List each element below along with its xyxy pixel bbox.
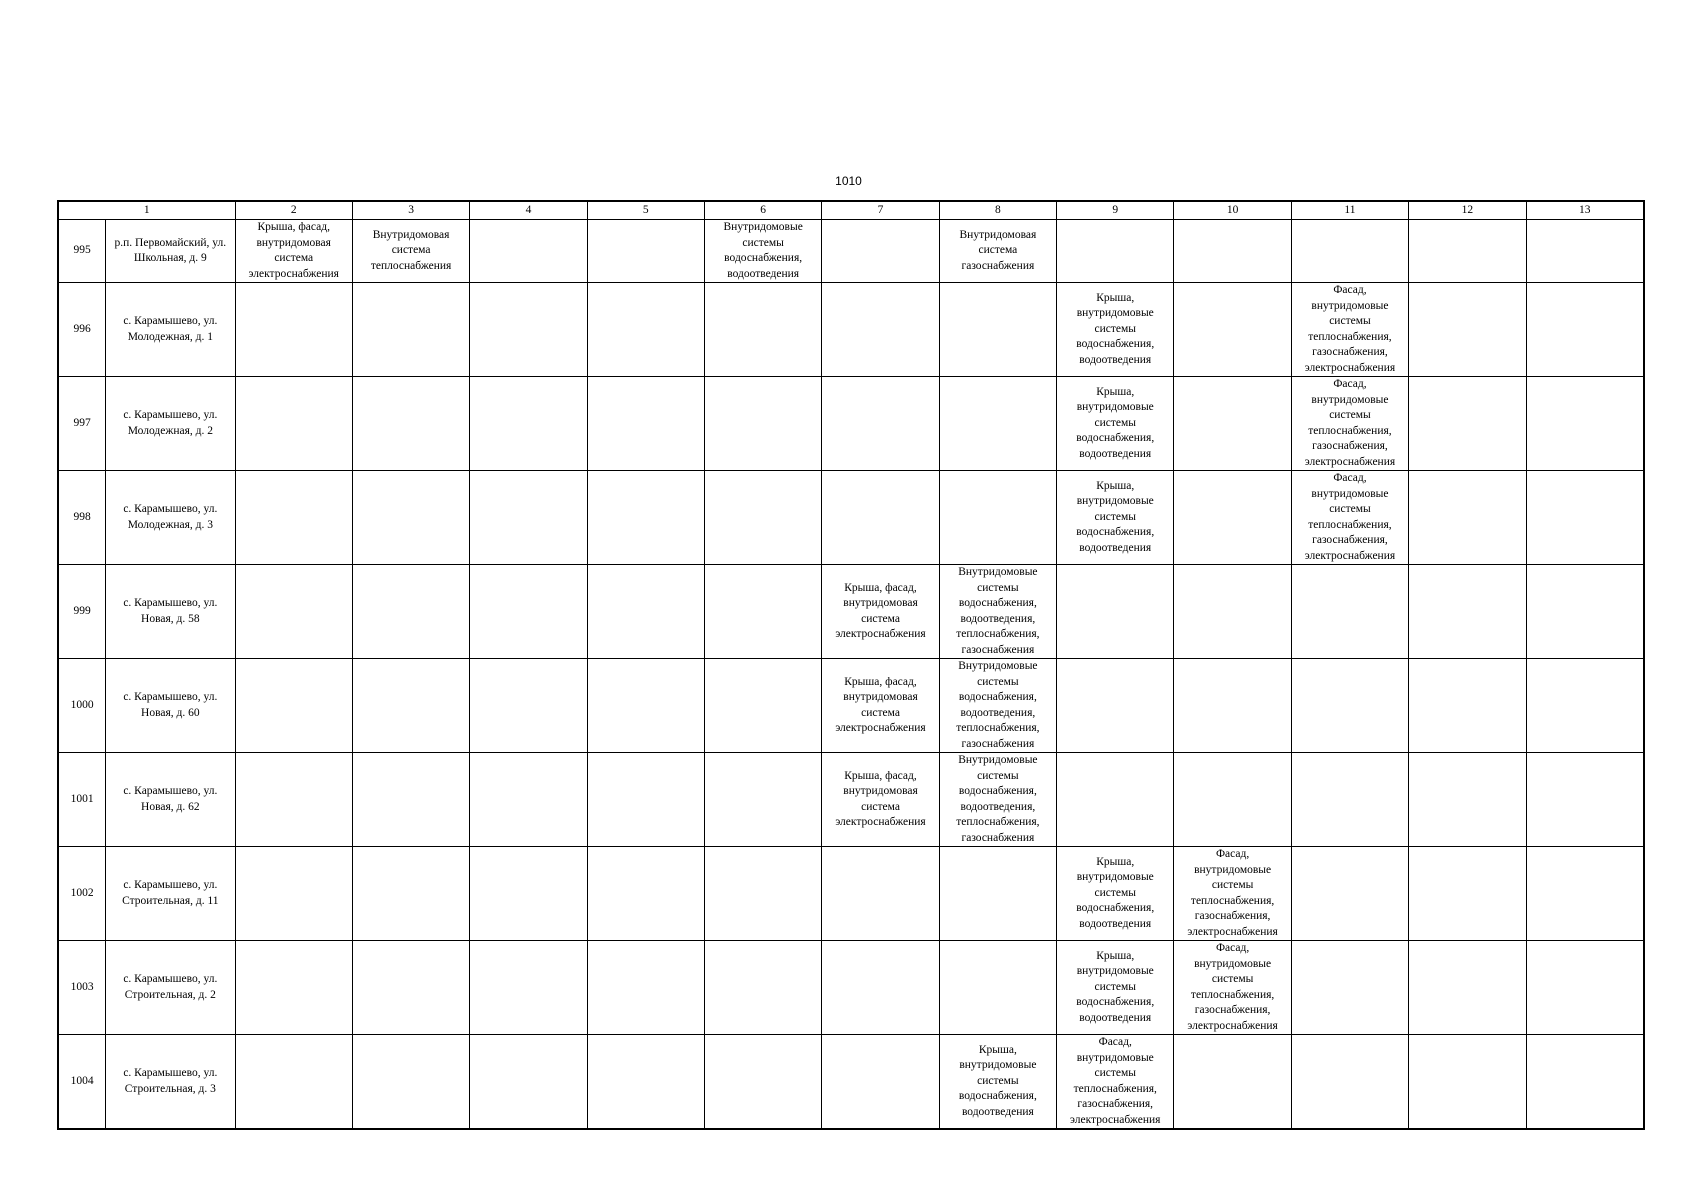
work-cell-col-8: [939, 941, 1056, 1035]
work-cell-col-11: Фасад, внутридомовые системы теплоснабжения, газоснабжения, электроснабжения: [1291, 283, 1408, 377]
work-cell-col-13: [1526, 941, 1644, 1035]
work-cell-col-2: Крыша, фасад, внутридомовая система электроснабжения: [235, 220, 352, 283]
header-row: [59, 202, 1644, 220]
work-cell-col-10: [1174, 753, 1291, 847]
work-cell-col-4: [470, 941, 587, 1035]
work-cell-col-8: [939, 471, 1056, 565]
work-cell-col-13: [1526, 753, 1644, 847]
work-cell-col-5: [587, 283, 704, 377]
table-header: [59, 202, 1644, 220]
column-header-8: 8: [939, 202, 1056, 220]
work-cell-col-6: Внутридомовые системы водоснабжения, водоотведения: [704, 220, 821, 283]
work-cell-col-4: [470, 471, 587, 565]
column-header-9: 9: [1057, 202, 1174, 220]
table-row: [59, 847, 1644, 941]
address-cell: с. Карамышево, ул. Новая, д. 62: [106, 753, 235, 847]
work-cell-col-8: Крыша, внутридомовые системы водоснабжения, водоотведения: [939, 1035, 1056, 1129]
table-body: [59, 220, 1644, 1129]
address-cell: р.п. Первомайский, ул. Школьная, д. 9: [106, 220, 235, 283]
work-cell-col-11: [1291, 565, 1408, 659]
table-row: [59, 659, 1644, 753]
work-cell-col-8: [939, 283, 1056, 377]
work-cell-col-10: [1174, 283, 1291, 377]
work-cell-col-3: [352, 377, 469, 471]
work-cell-col-7: [822, 377, 939, 471]
work-cell-col-12: [1409, 1035, 1526, 1129]
row-number: 1004: [59, 1035, 106, 1129]
row-number: 997: [59, 377, 106, 471]
row-number: 995: [59, 220, 106, 283]
work-cell-col-5: [587, 220, 704, 283]
work-cell-col-4: [470, 220, 587, 283]
work-cell-col-3: Внутридомовая система теплоснабжения: [352, 220, 469, 283]
work-cell-col-13: [1526, 377, 1644, 471]
work-cell-col-3: [352, 941, 469, 1035]
work-cell-col-8: [939, 377, 1056, 471]
address-cell: с. Карамышево, ул. Новая, д. 58: [106, 565, 235, 659]
table-row: [59, 1035, 1644, 1129]
work-cell-col-6: [704, 941, 821, 1035]
work-cell-col-12: [1409, 659, 1526, 753]
column-header-2: 2: [235, 202, 352, 220]
work-cell-col-8: Внутридомовая система газоснабжения: [939, 220, 1056, 283]
work-cell-col-12: [1409, 471, 1526, 565]
work-cell-col-13: [1526, 283, 1644, 377]
work-cell-col-9: Фасад, внутридомовые системы теплоснабжения, газоснабжения, электроснабжения: [1057, 1035, 1174, 1129]
table-row: [59, 565, 1644, 659]
table-row: [59, 283, 1644, 377]
work-cell-col-9: [1057, 565, 1174, 659]
work-cell-col-11: [1291, 847, 1408, 941]
work-cell-col-5: [587, 847, 704, 941]
work-cell-col-2: [235, 847, 352, 941]
column-header-7: 7: [822, 202, 939, 220]
work-cell-col-11: [1291, 659, 1408, 753]
table-row: [59, 941, 1644, 1035]
work-cell-col-8: Внутридомовые системы водоснабжения, водоотведения, теплоснабжения, газоснабжения: [939, 659, 1056, 753]
work-cell-col-3: [352, 753, 469, 847]
column-header-11: 11: [1291, 202, 1408, 220]
work-cell-col-6: [704, 565, 821, 659]
work-cell-col-12: [1409, 377, 1526, 471]
work-cell-col-11: [1291, 753, 1408, 847]
work-cell-col-7: Крыша, фасад, внутридомовая система электроснабжения: [822, 753, 939, 847]
work-cell-col-6: [704, 659, 821, 753]
work-cell-col-2: [235, 283, 352, 377]
work-cell-col-10: [1174, 659, 1291, 753]
page-number: 1010: [835, 174, 862, 188]
work-cell-col-10: Фасад, внутридомовые системы теплоснабжения, газоснабжения, электроснабжения: [1174, 941, 1291, 1035]
work-cell-col-12: [1409, 283, 1526, 377]
work-cell-col-7: [822, 283, 939, 377]
work-cell-col-3: [352, 471, 469, 565]
work-cell-col-5: [587, 377, 704, 471]
table-row: [59, 753, 1644, 847]
work-cell-col-3: [352, 565, 469, 659]
work-cell-col-7: Крыша, фасад, внутридомовая система электроснабжения: [822, 565, 939, 659]
work-cell-col-8: Внутридомовые системы водоснабжения, водоотведения, теплоснабжения, газоснабжения: [939, 565, 1056, 659]
work-cell-col-10: [1174, 220, 1291, 283]
work-cell-col-11: Фасад, внутридомовые системы теплоснабжения, газоснабжения, электроснабжения: [1291, 471, 1408, 565]
work-cell-col-2: [235, 1035, 352, 1129]
work-cell-col-13: [1526, 659, 1644, 753]
work-cell-col-11: [1291, 1035, 1408, 1129]
work-cell-col-12: [1409, 753, 1526, 847]
work-cell-col-13: [1526, 565, 1644, 659]
row-number: 998: [59, 471, 106, 565]
work-cell-col-9: [1057, 753, 1174, 847]
work-cell-col-8: [939, 847, 1056, 941]
work-cell-col-11: [1291, 941, 1408, 1035]
column-header-12: 12: [1409, 202, 1526, 220]
work-cell-col-9: Крыша, внутридомовые системы водоснабжения, водоотведения: [1057, 847, 1174, 941]
work-cell-col-2: [235, 377, 352, 471]
work-cell-col-10: [1174, 471, 1291, 565]
column-header-5: 5: [587, 202, 704, 220]
work-cell-col-5: [587, 565, 704, 659]
work-cell-col-7: [822, 847, 939, 941]
work-cell-col-13: [1526, 1035, 1644, 1129]
work-cell-col-3: [352, 847, 469, 941]
work-cell-col-12: [1409, 847, 1526, 941]
address-cell: с. Карамышево, ул. Молодежная, д. 1: [106, 283, 235, 377]
address-cell: с. Карамышево, ул. Молодежная, д. 3: [106, 471, 235, 565]
table-row: [59, 220, 1644, 283]
work-cell-col-7: Крыша, фасад, внутридомовая система электроснабжения: [822, 659, 939, 753]
address-cell: с. Карамышево, ул. Молодежная, д. 2: [106, 377, 235, 471]
work-cell-col-11: [1291, 220, 1408, 283]
column-header-10: 10: [1174, 202, 1291, 220]
work-cell-col-7: [822, 1035, 939, 1129]
work-cell-col-9: Крыша, внутридомовые системы водоснабжения, водоотведения: [1057, 471, 1174, 565]
work-cell-col-2: [235, 753, 352, 847]
work-cell-col-6: [704, 471, 821, 565]
work-cell-col-5: [587, 753, 704, 847]
work-cell-col-10: Фасад, внутридомовые системы теплоснабжения, газоснабжения, электроснабжения: [1174, 847, 1291, 941]
work-cell-col-10: [1174, 1035, 1291, 1129]
work-cell-col-6: [704, 377, 821, 471]
table-row: [59, 377, 1644, 471]
work-cell-col-4: [470, 847, 587, 941]
work-cell-col-12: [1409, 941, 1526, 1035]
work-cell-col-4: [470, 1035, 587, 1129]
column-header-1: 1: [59, 202, 236, 220]
work-cell-col-2: [235, 565, 352, 659]
work-cell-col-3: [352, 1035, 469, 1129]
work-cell-col-4: [470, 283, 587, 377]
row-number: 1003: [59, 941, 106, 1035]
work-cell-col-10: [1174, 377, 1291, 471]
column-header-13: 13: [1526, 202, 1644, 220]
work-cell-col-13: [1526, 220, 1644, 283]
work-cell-col-8: Внутридомовые системы водоснабжения, водоотведения, теплоснабжения, газоснабжения: [939, 753, 1056, 847]
work-cell-col-9: Крыша, внутридомовые системы водоснабжения, водоотведения: [1057, 377, 1174, 471]
work-cell-col-5: [587, 941, 704, 1035]
row-number: 1001: [59, 753, 106, 847]
column-header-6: 6: [704, 202, 821, 220]
work-cell-col-3: [352, 283, 469, 377]
work-cell-col-13: [1526, 471, 1644, 565]
work-cell-col-5: [587, 659, 704, 753]
address-cell: с. Карамышево, ул. Строительная, д. 2: [106, 941, 235, 1035]
work-cell-col-10: [1174, 565, 1291, 659]
work-cell-col-9: Крыша, внутридомовые системы водоснабжения, водоотведения: [1057, 283, 1174, 377]
column-header-3: 3: [352, 202, 469, 220]
address-cell: с. Карамышево, ул. Строительная, д. 3: [106, 1035, 235, 1129]
work-cell-col-12: [1409, 565, 1526, 659]
address-cell: с. Карамышево, ул. Новая, д. 60: [106, 659, 235, 753]
work-cell-col-4: [470, 377, 587, 471]
work-cell-col-7: [822, 941, 939, 1035]
work-cell-col-9: [1057, 220, 1174, 283]
work-cell-col-6: [704, 847, 821, 941]
work-cell-col-12: [1409, 220, 1526, 283]
work-cell-col-11: Фасад, внутридомовые системы теплоснабжения, газоснабжения, электроснабжения: [1291, 377, 1408, 471]
work-cell-col-4: [470, 753, 587, 847]
work-cell-col-9: [1057, 659, 1174, 753]
work-cell-col-2: [235, 659, 352, 753]
work-cell-col-6: [704, 1035, 821, 1129]
work-cell-col-6: [704, 283, 821, 377]
work-cell-col-4: [470, 659, 587, 753]
row-number: 996: [59, 283, 106, 377]
work-cell-col-6: [704, 753, 821, 847]
table-row: [59, 471, 1644, 565]
work-cell-col-7: [822, 220, 939, 283]
work-cell-col-13: [1526, 847, 1644, 941]
work-cell-col-5: [587, 471, 704, 565]
work-cell-col-7: [822, 471, 939, 565]
work-cell-col-3: [352, 659, 469, 753]
work-cell-col-5: [587, 1035, 704, 1129]
column-header-4: 4: [470, 202, 587, 220]
work-cell-col-9: Крыша, внутридомовые системы водоснабжения, водоотведения: [1057, 941, 1174, 1035]
work-cell-col-2: [235, 941, 352, 1035]
row-number: 1002: [59, 847, 106, 941]
row-number: 1000: [59, 659, 106, 753]
repair-schedule-table: [58, 201, 1644, 1129]
row-number: 999: [59, 565, 106, 659]
address-cell: с. Карамышево, ул. Строительная, д. 11: [106, 847, 235, 941]
work-cell-col-4: [470, 565, 587, 659]
work-cell-col-2: [235, 471, 352, 565]
